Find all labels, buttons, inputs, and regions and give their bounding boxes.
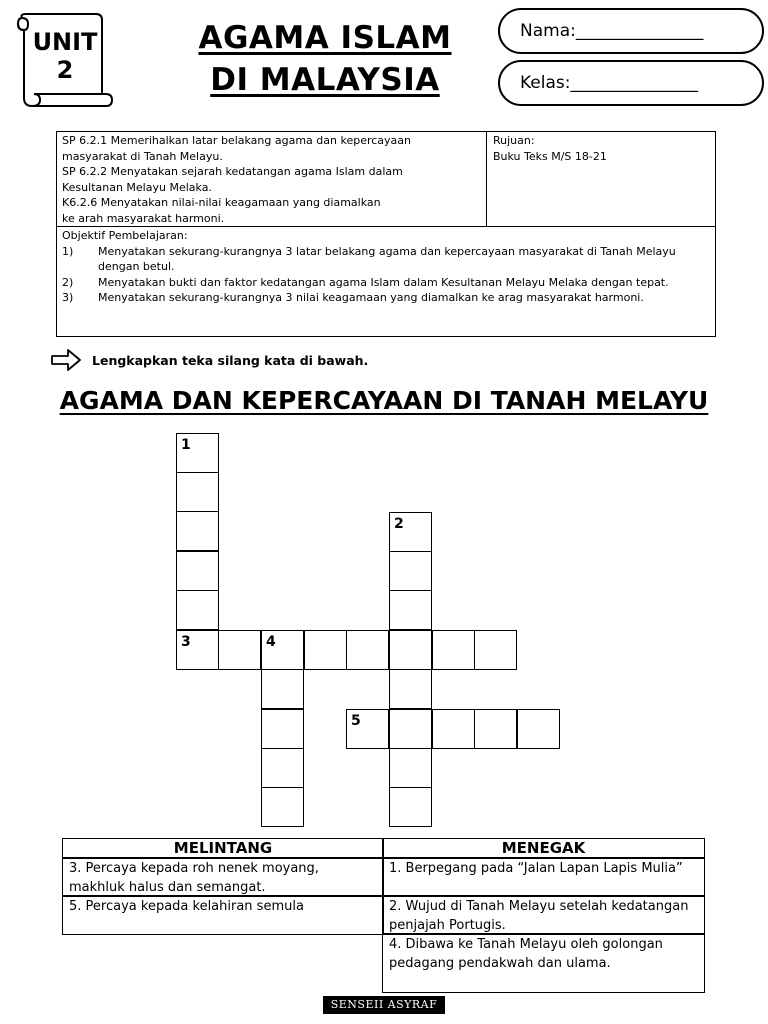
- instruction-text: Lengkapkan teka silang kata di bawah.: [92, 352, 369, 368]
- arrow-right-icon: [50, 348, 82, 372]
- objektif-label: Objektif Pembelajaran:: [62, 229, 188, 242]
- crossword-cell[interactable]: [261, 669, 304, 709]
- crossword-cell[interactable]: [261, 748, 304, 788]
- info-divider: [486, 132, 487, 227]
- crossword-cell[interactable]: [517, 709, 560, 749]
- crossword-cell[interactable]: [176, 630, 219, 670]
- standard-line: masyarakat di Tanah Melayu.: [62, 149, 223, 163]
- objective-item: [62, 244, 710, 275]
- unit-number: 2: [56, 56, 74, 84]
- crossword-cell[interactable]: [389, 709, 432, 749]
- crossword-cell[interactable]: [176, 590, 219, 630]
- crossword-heading: AGAMA DAN KEPERCAYAAN DI TANAH MELAYU: [59, 386, 709, 415]
- crossword-cell[interactable]: [432, 630, 475, 670]
- crossword-cell[interactable]: [261, 709, 304, 749]
- crossword-cell[interactable]: [304, 630, 347, 670]
- info-box: [56, 131, 716, 337]
- down-clue: 4. Dibawa ke Tanah Melayu oleh golongan pedagang pendakwah dan ulama.: [382, 933, 705, 993]
- across-header: MELINTANG: [62, 838, 384, 859]
- crossword-cell[interactable]: [389, 590, 432, 630]
- standard-line: SP 6.2.1 Memerihalkan latar belakang agama dan kepercayaan: [62, 134, 411, 147]
- rujukan-value: Buku Teks M/S 18-21: [493, 149, 607, 163]
- objective-number: 3): [62, 291, 74, 304]
- crossword-cell[interactable]: [176, 511, 219, 551]
- standard-line: SP 6.2.2 Menyatakan sejarah kedatangan agama Islam dalam: [62, 165, 403, 178]
- crossword-cell[interactable]: [261, 787, 304, 827]
- crossword-cell[interactable]: [261, 630, 304, 670]
- page-title-line1: AGAMA ISLAM: [198, 20, 452, 56]
- crossword-cell[interactable]: [389, 512, 432, 552]
- crossword-cell[interactable]: [346, 709, 389, 749]
- objective-number: 2): [62, 275, 74, 289]
- author-credit: SENSEII ASYRAF: [323, 996, 445, 1014]
- objective-item: [62, 275, 710, 291]
- across-clue: 3. Percaya kepada roh nenek moyang, makhluk halus dan semangat.: [62, 857, 384, 897]
- standards-text: [62, 133, 482, 226]
- crossword-cell[interactable]: [389, 787, 432, 827]
- crossword-cell[interactable]: [389, 551, 432, 591]
- unit-scroll-badge: [14, 10, 114, 114]
- unit-label-group: [32, 28, 98, 84]
- crossword-cell[interactable]: [218, 630, 261, 670]
- standard-line: Kesultanan Melayu Melaka.: [62, 180, 212, 194]
- across-clue: 5. Percaya kepada kelahiran semula: [62, 895, 384, 935]
- crossword-cell[interactable]: [389, 748, 432, 788]
- clue-number: 5: [351, 713, 361, 729]
- crossword-cell[interactable]: [176, 433, 219, 473]
- crossword-cell[interactable]: [346, 630, 389, 670]
- crossword-cell[interactable]: [474, 709, 517, 749]
- objective-text: Menyatakan sekurang-kurangnya 3 latar belakang agama dan kepercayaan masyarakat di Tanah Melayu dengan betul.: [98, 244, 676, 273]
- objective-item: [62, 290, 710, 306]
- nama-field[interactable]: Nama:_______________: [498, 8, 764, 54]
- clue-number: 3: [181, 634, 191, 650]
- crossword-cell[interactable]: [389, 669, 432, 709]
- crossword-cell[interactable]: [432, 709, 475, 749]
- objective-text: Menyatakan bukti dan faktor kedatangan agama Islam dalam Kesultanan Melayu Melaka dengan tepat.: [98, 275, 669, 289]
- objective-text: Menyatakan sekurang-kurangnya 3 nilai keagamaan yang diamalkan ke arag masyarakat harmoni.: [98, 291, 644, 304]
- standard-line: ke arah masyarakat harmoni.: [62, 211, 225, 225]
- clue-number: 1: [181, 437, 191, 453]
- crossword-cell[interactable]: [176, 551, 219, 591]
- rujukan-label: Rujuan:: [493, 134, 535, 147]
- down-header: MENEGAK: [382, 838, 705, 859]
- clue-number: 2: [394, 516, 404, 532]
- kelas-field[interactable]: Kelas:_______________: [498, 60, 764, 106]
- crossword-cell[interactable]: [176, 472, 219, 512]
- page-title-line2: DI MALAYSIA: [210, 62, 440, 98]
- clue-number: 4: [266, 634, 276, 650]
- instruction-row: [50, 346, 368, 374]
- standard-line: K6.2.6 Menyatakan nilai-nilai keagamaan yang diamalkan: [62, 196, 381, 209]
- objective-number: 1): [62, 244, 74, 258]
- crossword-cell[interactable]: [389, 630, 432, 670]
- down-clue: 1. Berpegang pada “Jalan Lapan Lapis Mulia”: [382, 857, 705, 897]
- crossword-cell[interactable]: [474, 630, 517, 670]
- objectives-block: [62, 228, 710, 306]
- down-clue: 2. Wujud di Tanah Melayu setelah kedatangan penjajah Portugis.: [382, 895, 705, 935]
- info-top-row: [57, 132, 715, 227]
- rujukan-block: [493, 133, 607, 164]
- unit-label: UNIT: [32, 28, 98, 56]
